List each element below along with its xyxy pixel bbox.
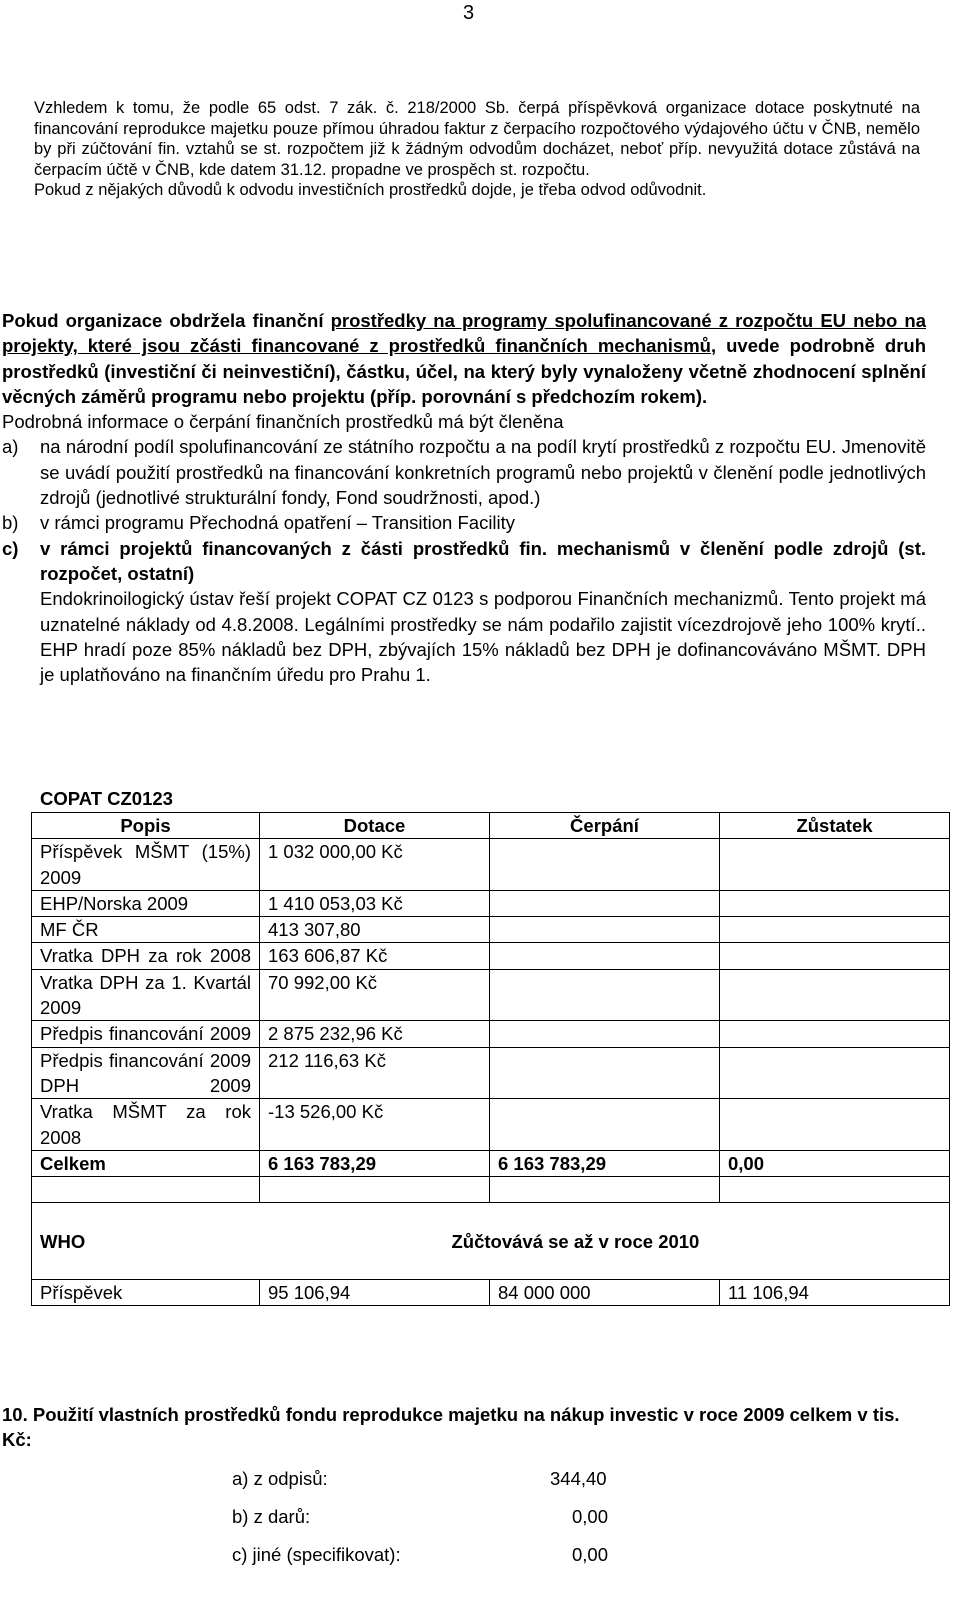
own-funds-value-b: 0,00 — [572, 1506, 609, 1527]
heading-part-1: Pokud organizace obdržela finanční — [2, 310, 331, 331]
table-row — [32, 943, 950, 969]
cell-cerpani — [490, 1021, 720, 1047]
cell-dotace: 2 875 232,96 Kč — [260, 1021, 490, 1047]
list-label-c: c) — [2, 537, 19, 559]
table-row — [32, 1280, 950, 1306]
total-zustatek: 0,00 — [720, 1150, 950, 1176]
list-label-b: b) — [2, 512, 19, 534]
cell-cerpani — [490, 1099, 720, 1151]
own-funds-value-c: 0,00 — [572, 1544, 609, 1565]
eu-funds-heading — [2, 308, 926, 409]
table-row — [32, 969, 950, 1021]
cell-dotace: 95 106,94 — [260, 1280, 490, 1306]
total-dotace: 6 163 783,29 — [260, 1150, 490, 1176]
table-caption: COPAT CZ0123 — [40, 788, 173, 809]
eu-funds-section — [2, 308, 926, 687]
copat-description: Endokrinoilogický ústav řeší projekt COPAT CZ 0123 s podporou Finančních mechanizmů. Tento projekt má uznatelné náklady od 4.8.2008. Legálními prostředky se nám podařilo zajistit vícezdrojově jeho 100% krytí.. EHP hradí poze 85% nákladů bez DPH, zbývajích 15% nákladů bez DPH je dofinancováváno MŠMT. DPH je uplatňováno na finančním úředu pro Prahu 1. — [40, 588, 926, 686]
cell-zustatek — [720, 1047, 950, 1099]
cell-cerpani — [490, 839, 720, 891]
page-number: 3 — [463, 2, 475, 24]
cell-dotace: 1 410 053,03 Kč — [260, 890, 490, 916]
cell-dotace: 70 992,00 Kč — [260, 969, 490, 1021]
own-funds-value-a: 344,40 — [550, 1468, 607, 1489]
cell-dotace: 413 307,80 — [260, 917, 490, 943]
empty-cell — [720, 1177, 950, 1203]
list-item-c — [2, 536, 926, 587]
cell-cerpani — [490, 969, 720, 1021]
who-label: WHO — [32, 1203, 260, 1280]
table-row — [32, 1047, 950, 1099]
empty-cell — [32, 1177, 260, 1203]
cell-zustatek — [720, 839, 950, 891]
header-popis: Popis — [32, 813, 260, 839]
cell-zustatek — [720, 890, 950, 916]
heading-underlined: prostředky na programy spolufinancované z rozpočtu EU nebo na projekty, které jsou zčásti financované z prostředků finančních mechanismů — [2, 310, 926, 357]
detail-intro: Podrobná informace o čerpání finančních prostředků má být členěna — [2, 411, 564, 433]
intro-note: Pokud z nějakých důvodů k odvodu investičních prostředků dojde, je třeba odvod odůvodnit. — [34, 181, 707, 199]
table-row — [32, 890, 950, 916]
table-who-row — [32, 1203, 950, 1280]
table-row — [32, 917, 950, 943]
list-label-a: a) — [2, 436, 19, 458]
table-row — [32, 1099, 950, 1151]
table-row — [32, 1021, 950, 1047]
cell-zustatek — [720, 1021, 950, 1047]
cell-cerpani — [490, 943, 720, 969]
total-label: Celkem — [32, 1150, 260, 1176]
cell-dotace: 163 606,87 Kč — [260, 943, 490, 969]
cell-zustatek: 11 106,94 — [720, 1280, 950, 1306]
list-text-b: v rámci programu Přechodná opatření – Transition Facility — [40, 512, 516, 534]
total-cerpani: 6 163 783,29 — [490, 1150, 720, 1176]
heading-part-2: , uvede podrobně druh prostředků (investiční či neinvestiční), částku, účel, na který byly vynaloženy včetně zhodnocení splnění věcných záměrů programu nebo projektu (příp. porovnání s předchozím rokem). — [2, 335, 926, 407]
cell-popis: Předpis financování 2009 — [32, 1021, 260, 1047]
header-cerpani: Čerpání — [490, 813, 720, 839]
table-row — [32, 839, 950, 891]
cell-popis: Předpis financování 2009 DPH 2009 — [32, 1047, 260, 1099]
cell-cerpani — [490, 890, 720, 916]
cell-popis: Vratka MŠMT za rok 2008 — [32, 1099, 260, 1151]
table-empty-row — [32, 1177, 950, 1203]
cell-zustatek — [720, 943, 950, 969]
who-note: Zůčtovává se až v roce 2010 — [260, 1203, 950, 1280]
list-item-a — [2, 434, 926, 510]
cell-popis: Vratka DPH za rok 2008 — [32, 943, 260, 969]
list-item-b — [2, 510, 926, 535]
cell-cerpani — [490, 1047, 720, 1099]
copat-table — [31, 812, 950, 1306]
cell-popis: Příspěvek — [32, 1280, 260, 1306]
cell-zustatek — [720, 1099, 950, 1151]
intro-paragraph — [34, 98, 920, 201]
cell-zustatek — [720, 917, 950, 943]
cell-cerpani — [490, 917, 720, 943]
section-10-heading: 10. Použití vlastních prostředků fondu reprodukce majetku na nákup investic v roce 2009 celkem v tis. Kč: — [2, 1404, 900, 1450]
own-funds-label-a: a) z odpisů: — [232, 1468, 328, 1489]
table-total-row — [32, 1150, 950, 1176]
own-funds-label-c: c) jiné (specifikovat): — [232, 1544, 401, 1565]
cell-dotace: 212 116,63 Kč — [260, 1047, 490, 1099]
header-dotace: Dotace — [260, 813, 490, 839]
intro-text: Vzhledem k tomu, že podle 65 odst. 7 zák. č. 218/2000 Sb. čerpá příspěvková organizace dotace poskytnuté na financování reprodukce majetku pouze přímou úhradou faktur z čerpacího rozpočtového výdajového účtu v ČNB, nemělo by při zúčtování fin. vztahů se st. rozpočtem již k žádným odvodům docházet, neboť příp. nevyužitá dotace zůstává na čerpacím účtě v ČNB, kde datem 31.12. propadne ve prospěch st. rozpočtu. — [34, 99, 920, 179]
cell-popis: MF ČR — [32, 917, 260, 943]
list-text-a: na národní podíl spolufinancování ze státního rozpočtu a na podíl krytí prostředků z rozpočtu EU. Jmenovitě se uvádí použití prostředků na financování konkretních programů nebo projektů v členění podle jednotlivých zdrojů (jednotlivé strukturální fondy, Fond soudržnosti, apod.) — [40, 436, 926, 509]
cell-popis: Příspěvek MŠMT (15%) 2009 — [32, 839, 260, 891]
header-zustatek: Zůstatek — [720, 813, 950, 839]
cell-popis: EHP/Norska 2009 — [32, 890, 260, 916]
cell-dotace: -13 526,00 Kč — [260, 1099, 490, 1151]
empty-cell — [490, 1177, 720, 1203]
cell-zustatek — [720, 969, 950, 1021]
cell-dotace: 1 032 000,00 Kč — [260, 839, 490, 891]
cell-cerpani: 84 000 000 — [490, 1280, 720, 1306]
table-header-row — [32, 813, 950, 839]
own-funds-label-b: b) z darů: — [232, 1506, 311, 1527]
empty-cell — [260, 1177, 490, 1203]
cell-popis: Vratka DPH za 1. Kvartál 2009 — [32, 969, 260, 1021]
list-text-c: v rámci projektů financovaných z části prostředků fin. mechanismů v členění podle zdrojů (st. rozpočet, ostatní) — [40, 537, 926, 584]
